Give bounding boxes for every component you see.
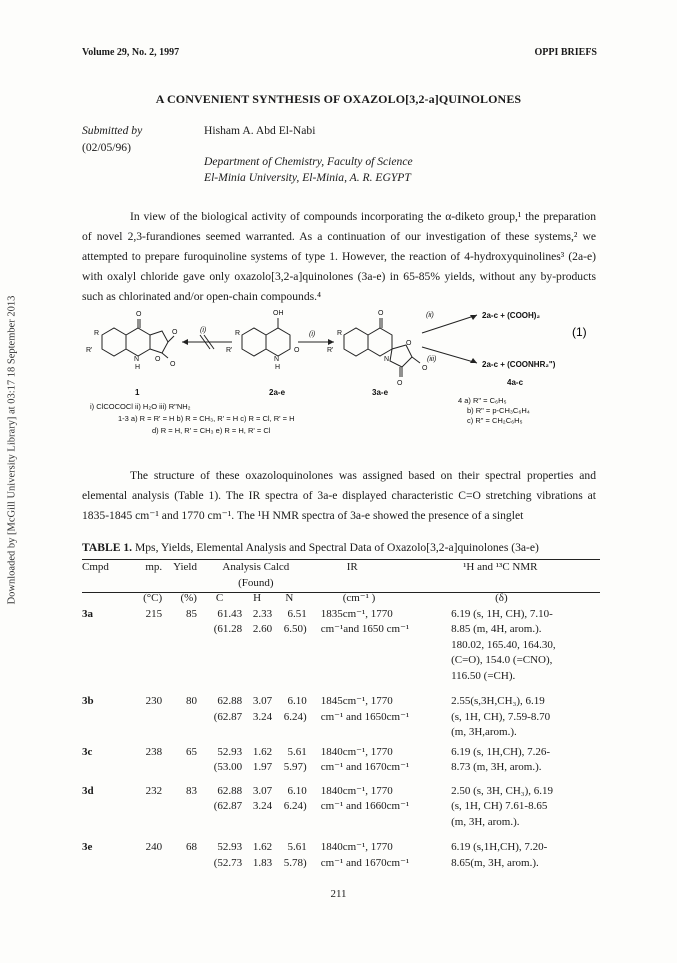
cell-cmpd: [82, 622, 135, 638]
cell-nitrogen: 5.61: [287, 841, 307, 853]
step-iii-label: (iii): [427, 356, 437, 363]
cell-yield: 85: [185, 607, 197, 620]
cell-ir: [307, 653, 451, 669]
atom-r-1: R: [94, 330, 100, 337]
label-2a-e: 2a-e: [269, 388, 286, 397]
cell-nitrogen: 6.51: [287, 607, 307, 620]
cell-carbon: 52.93: [217, 841, 243, 853]
cell-carbon: [197, 638, 242, 654]
cell-mp: 238: [145, 745, 163, 758]
cell-nmr: (s, 1H, CH) 7.61-8.65: [451, 800, 548, 812]
cell-nitrogen: 6.10: [287, 695, 307, 707]
cell-yield: [162, 799, 197, 815]
cell-nmr: (s, 1H, CH), 7.59-8.70: [451, 710, 551, 723]
atom-o-1: O: [136, 311, 142, 318]
reaction-scheme: [82, 305, 596, 475]
benzene-ring-3: [344, 328, 368, 356]
table-head-row-2: [82, 591, 600, 607]
cell-ir: cm⁻¹and 1650 cm⁻¹: [320, 623, 410, 635]
table-top-rule: [82, 559, 600, 560]
atom-n-3: N: [384, 356, 390, 363]
cell-cmpd: [82, 799, 135, 815]
cell-ir: 1840cm⁻¹, 1770: [320, 745, 393, 758]
head-mp-unit: (°C): [143, 592, 163, 604]
table-caption-text: Mps, Yields, Elemental Analysis and Spectral Data of Oxazolo[3,2-a]quinolones (3a-e): [132, 541, 539, 554]
table-row: [82, 856, 600, 872]
cell-ir: [307, 815, 451, 831]
atom-r-2: R: [235, 330, 241, 337]
atom-o-1b: O: [155, 356, 161, 363]
data-table: [82, 560, 600, 871]
atom-r-3: R: [337, 330, 343, 337]
cell-nmr: 180.02, 165.40, 164.30,: [451, 638, 556, 651]
table-row: [82, 638, 600, 654]
cell-nmr: (C=O), 154.0 (=CNO),: [451, 654, 553, 666]
cell-cmpd: [82, 710, 135, 726]
cell-yield: [162, 856, 197, 872]
cell-cmpd: 3c: [82, 745, 93, 758]
cell-ir: 1835cm⁻¹, 1770: [320, 607, 393, 620]
reagents-line: i) ClCOCOCl ii) H₂O iii) R"NH₂: [90, 402, 191, 411]
atom-o-3: O: [378, 310, 384, 317]
cell-cmpd: [82, 760, 135, 776]
table-row: [82, 741, 600, 761]
atom-oh-2: OH: [273, 310, 284, 317]
cell-carbon: [197, 653, 242, 669]
cell-carbon: [197, 669, 242, 685]
cell-mp: [135, 799, 163, 815]
step-i-label-blocked: (i): [200, 327, 207, 334]
head-mp: mp.: [145, 561, 163, 573]
table-row: [82, 607, 600, 623]
download-note-text: Downloaded by [McGill University Library] at 03:17 18 September 2013: [6, 295, 18, 605]
intro-paragraph: [82, 207, 596, 307]
cell-ir: [307, 669, 451, 685]
atom-r1-2: R': [226, 347, 233, 354]
cell-hydrogen: [242, 669, 272, 685]
atom-o-3b: O: [406, 340, 412, 347]
cell-yield: [162, 815, 197, 831]
cell-hydrogen: 3.07: [252, 695, 273, 707]
atom-o-3c: O: [397, 380, 403, 387]
product-iii: 2a-c + (COONHR₂"): [482, 360, 556, 369]
cell-carbon: (52.73: [213, 856, 243, 869]
cell-ir: [307, 725, 451, 741]
cell-nitrogen: 6.10: [287, 784, 307, 797]
cell-mp: [135, 653, 163, 669]
cell-hydrogen: 1.83: [252, 856, 273, 869]
furandione-ring-1: [150, 331, 168, 353]
head-c: C: [215, 592, 224, 604]
atom-r1-1: R': [86, 347, 93, 354]
cell-nitrogen: 6.24): [283, 710, 307, 723]
atom-n-1: N: [134, 356, 140, 363]
cell-ir: 1845cm⁻¹, 1770: [320, 695, 393, 707]
cell-hydrogen: 2.33: [252, 607, 273, 620]
table-row: [82, 710, 600, 726]
atom-o-1c: O: [172, 329, 178, 336]
cell-carbon: 61.43: [217, 607, 243, 620]
affiliation-line-2: El-Minia University, El-Minia, A. R. EGYPT: [204, 171, 411, 184]
cell-cmpd: [82, 638, 135, 654]
r4-a: 4 a) R" = C₆H₅: [458, 396, 507, 405]
cell-yield: [162, 725, 197, 741]
structure-text: The structure of these oxazoloquinolones was assigned based on their spectral properties and elemental analysis (Table 1). The IR spectra of 3a-e displayed characteristic C=O stretching vibrations at 1835-1845 cm⁻¹ and 1770 cm⁻¹. The ¹H NMR spectra of 3a-e showed the presence of a singlet: [82, 469, 596, 522]
cell-nmr: 2.55(s,3H,CH₃), 6.19: [451, 695, 545, 707]
cell-mp: [135, 710, 163, 726]
cell-ir: cm⁻¹ and 1670cm⁻¹: [320, 856, 410, 869]
table-row: [82, 760, 600, 776]
cell-mp: [135, 815, 163, 831]
substituents-line-2: d) R = H, R' = CH₃ e) R = H, R' = Cl: [152, 426, 271, 435]
cell-yield: 68: [185, 841, 197, 853]
cell-cmpd: [82, 856, 135, 872]
cell-hydrogen: [242, 653, 272, 669]
table-row: [82, 815, 600, 831]
cell-carbon: [197, 725, 242, 741]
cell-nitrogen: [272, 638, 307, 654]
cell-yield: [162, 669, 197, 685]
cell-mp: 232: [145, 784, 163, 797]
cell-nmr: 116.50 (=CH).: [451, 669, 516, 682]
cell-mp: 215: [145, 607, 163, 620]
cell-mp: [135, 725, 163, 741]
cell-hydrogen: [242, 725, 272, 741]
cell-nmr: 8.65(m, 3H, arom.).: [451, 856, 539, 869]
download-watermark: [3, 250, 21, 650]
cell-carbon: [197, 815, 242, 831]
cell-ir: cm⁻¹ and 1650cm⁻¹: [320, 710, 410, 723]
pyridine-ring-2: [266, 328, 290, 356]
head-h: H: [253, 592, 262, 604]
cell-yield: [162, 653, 197, 669]
cell-mp: [135, 669, 163, 685]
head-yield-unit: (%): [180, 592, 197, 604]
r4-c: c) R" = CH₂C₆H₅: [467, 416, 523, 425]
cell-mp: [135, 622, 163, 638]
product-ii: 2a-c + (COOH)₂: [482, 311, 541, 320]
cell-hydrogen: 1.97: [252, 761, 273, 773]
cell-mp: [135, 638, 163, 654]
head-cmpd: Cmpd: [82, 561, 109, 573]
cell-nitrogen: 6.24): [283, 800, 307, 812]
benzene-ring-1: [102, 328, 126, 356]
cell-nmr: 6.19 (s, 1H, CH), 7.10-: [451, 607, 553, 620]
table-caption: [82, 541, 539, 554]
atom-o-3d: O: [422, 365, 428, 372]
cell-cmpd: 3e: [82, 841, 93, 853]
cell-hydrogen: [242, 815, 272, 831]
cell-nitrogen: [272, 815, 307, 831]
cell-nitrogen: 5.97): [283, 761, 307, 773]
submitted-label: Submitted by: [82, 124, 143, 137]
cell-yield: [162, 638, 197, 654]
article-title: A CONVENIENT SYNTHESIS OF OXAZOLO[3,2-a]QUINOLONES: [155, 92, 522, 106]
cell-nmr: 8.73 (m, 3H, arom.).: [451, 761, 542, 773]
pyridine-ring-3: [368, 328, 392, 356]
atom-o-2: O: [294, 347, 300, 354]
step-i-label: (i): [309, 331, 316, 338]
oxazolone-ring-3: [390, 345, 412, 367]
table-row: [82, 653, 600, 669]
cell-cmpd: 3a: [82, 607, 93, 620]
cell-yield: [162, 710, 197, 726]
cell-ir: cm⁻¹ and 1670cm⁻¹: [320, 761, 410, 773]
cell-yield: 65: [185, 745, 197, 758]
cell-carbon: 62.88: [217, 784, 243, 797]
cell-cmpd: 3b: [82, 695, 94, 707]
cell-carbon: 62.88: [217, 695, 243, 707]
head-analysis: Analysis Calcd (Found): [222, 561, 290, 589]
cell-cmpd: [82, 725, 135, 741]
cell-hydrogen: 1.62: [252, 745, 273, 758]
table-row: [82, 622, 600, 638]
cell-cmpd: [82, 669, 135, 685]
cell-nmr: 6.19 (s, 1H,CH), 7.26-: [451, 745, 551, 758]
cell-nitrogen: [272, 725, 307, 741]
cell-nmr: (m, 3H, arom.).: [451, 815, 520, 828]
cell-carbon: (62.87: [213, 800, 243, 812]
cell-hydrogen: 3.24: [252, 710, 273, 723]
cell-hydrogen: 3.24: [252, 800, 273, 812]
cell-carbon: (61.28: [213, 623, 243, 635]
cell-carbon: (53.00: [213, 761, 243, 773]
cell-yield: 80: [185, 695, 197, 707]
cell-nmr: 6.19 (s,1H,CH), 7.20-: [451, 841, 548, 853]
atom-n-2: N: [274, 356, 280, 363]
cell-yield: [162, 760, 197, 776]
table-row: [82, 725, 600, 741]
cell-mp: 240: [145, 841, 163, 853]
cell-mp: [135, 856, 163, 872]
cell-nmr: 8.85 (m, 4H, arom.).: [451, 623, 542, 635]
table-row: [82, 776, 600, 800]
cell-nitrogen: [272, 669, 307, 685]
cell-yield: [162, 622, 197, 638]
cell-hydrogen: 2.60: [252, 623, 273, 635]
cell-cmpd: [82, 815, 135, 831]
atom-r1-3: R': [327, 347, 334, 354]
cell-ir: 1840cm⁻¹, 1770: [320, 841, 393, 853]
cell-mp: [135, 760, 163, 776]
table-row: [82, 799, 600, 815]
cell-yield: 83: [185, 784, 197, 797]
cell-hydrogen: 3.07: [252, 784, 273, 797]
cell-nmr: 2.50 (s, 3H, CH₃), 6.19: [451, 784, 554, 797]
cell-cmpd: [82, 653, 135, 669]
author-name: Hisham A. Abd El-Nabi: [204, 124, 316, 137]
cell-hydrogen: [242, 638, 272, 654]
benzene-ring-2: [242, 328, 266, 356]
affiliation-line-1: Department of Chemistry, Faculty of Science: [204, 155, 413, 168]
volume-header: Volume 29, No. 2, 1997: [82, 47, 180, 58]
journal-header: OPPI BRIEFS: [534, 47, 597, 58]
cell-nitrogen: [272, 653, 307, 669]
label-3a-e: 3a-e: [372, 388, 389, 397]
r4-b: b) R" = p-CH₃C₆H₄: [467, 406, 530, 415]
step-ii-label: (ii): [426, 312, 434, 319]
submitted-date: (02/05/96): [82, 141, 131, 154]
label-4a-c: 4a-c: [507, 378, 524, 387]
table-caption-label: TABLE 1.: [82, 541, 133, 554]
cell-ir: 1840cm⁻¹, 1770: [320, 784, 393, 797]
table-head-rule: [82, 592, 600, 593]
table-row: [82, 669, 600, 685]
atom-o-1d: O: [170, 361, 176, 368]
head-ir: IR: [346, 561, 358, 573]
cell-nitrogen: 5.78): [283, 856, 307, 869]
page-number: 211: [330, 888, 347, 900]
head-n: N: [285, 592, 294, 604]
table-row: [82, 830, 600, 856]
head-nmr-unit: (δ): [495, 592, 508, 604]
reaction-scheme-drawing: [82, 305, 596, 475]
substituents-line-1: 1-3 a) R = R' = H b) R = CH₃, R' = H c) R = Cl, R' = H: [118, 414, 295, 423]
cell-ir: cm⁻¹ and 1660cm⁻¹: [320, 800, 410, 812]
structure-paragraph: [82, 466, 596, 526]
cell-carbon: 52.93: [217, 745, 243, 758]
cell-nitrogen: 5.61: [287, 745, 307, 758]
atom-h-2: H: [275, 364, 281, 371]
intro-text: In view of the biological activity of compounds incorporating the α-diketo group,¹ the preparation of novel 2,3-furandiones seemed warranted. As a continuation of our investigation of these systems,² we attempted to prepare furoquinoline systems of type 1. However, the reaction of 4-hydroxyquinolines³ (2a-e) with oxalyl chloride gave only oxazolo[3,2-a]quinolones (3a-e) in 65-85% yields, without any by-products such as chlorinated and/or open-chain compounds.⁴: [82, 210, 596, 303]
cell-mp: 230: [145, 695, 163, 707]
atom-h-1: H: [135, 364, 141, 371]
label-1: 1: [135, 388, 140, 397]
table-row: [82, 684, 600, 710]
equation-number: (1): [572, 325, 587, 339]
cell-nitrogen: 6.50): [283, 623, 307, 635]
head-yield: Yield: [173, 561, 197, 573]
cell-nmr: (m, 3H,arom.).: [451, 726, 517, 738]
cell-hydrogen: 1.62: [252, 841, 273, 853]
cell-ir: [307, 638, 451, 654]
head-nmr: ¹H and ¹³C NMR: [463, 561, 538, 573]
head-ir-unit: (cm⁻¹ ): [342, 592, 376, 604]
table-head-row-1: [82, 560, 600, 591]
pyridine-ring-1: [126, 328, 150, 356]
cell-cmpd: 3d: [82, 784, 94, 797]
cell-carbon: (62.87: [213, 710, 243, 723]
